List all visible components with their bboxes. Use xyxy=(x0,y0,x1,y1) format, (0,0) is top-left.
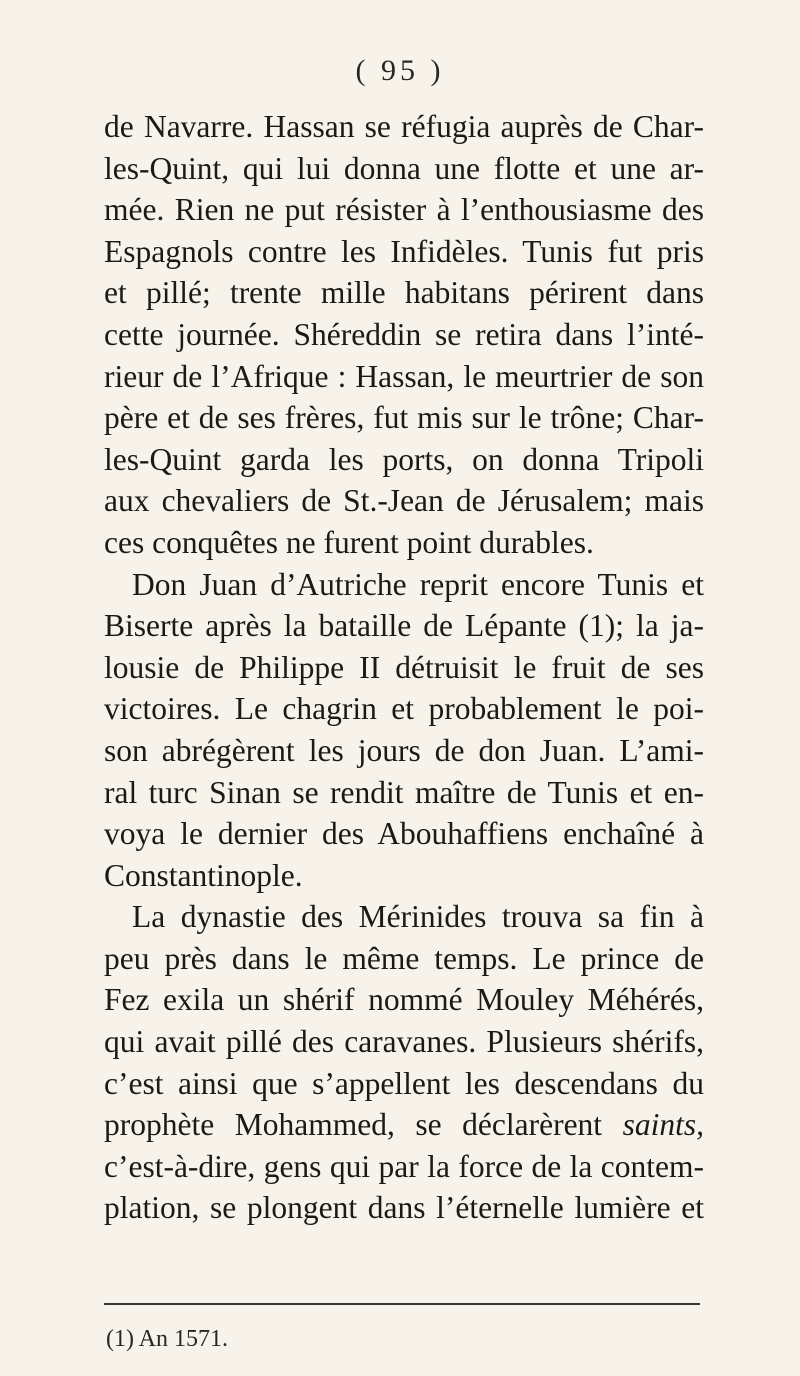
body-text xyxy=(104,106,704,1229)
footnote: (1) An 1571. xyxy=(106,1326,228,1352)
text-line: Constantinople. xyxy=(104,857,303,893)
text-line: aux chevaliers de St.-Jean de Jérusalem; mais xyxy=(104,483,704,519)
footnote-rule xyxy=(104,1303,700,1305)
text-line: Don Juan d’Autriche reprit encore Tunis et xyxy=(132,566,704,602)
text-line: qui avait pillé des caravanes. Plusieurs shérifs, xyxy=(104,1024,704,1060)
page-number: ( 95 ) xyxy=(355,54,445,87)
text-line: La dynastie des Mérinides trouva sa fin à xyxy=(132,899,704,935)
text-line: de Navarre. Hassan se réfugia auprès de Char- xyxy=(104,109,704,144)
text-line: Espagnols contre les Infidèles. Tunis fut pris xyxy=(104,233,704,269)
text-line: c’est-à-dire, gens qui par la force de la contem- xyxy=(104,1148,704,1184)
text-line: les-Quint, qui lui donna une flotte et une ar- xyxy=(104,150,704,186)
text-line: Fez exila un shérif nommé Mouley Méhérés, xyxy=(104,982,704,1018)
text-line: peu près dans le même temps. Le prince de xyxy=(104,940,704,976)
text-line: voya le dernier des Abouhaffiens enchaîné à xyxy=(104,816,704,852)
text-line: ral turc Sinan se rendit maître de Tunis et en- xyxy=(104,774,704,810)
text-line: cette journée. Shéreddin se retira dans l’inté- xyxy=(104,316,704,352)
italic-word: saints, xyxy=(622,1107,705,1143)
text-line xyxy=(104,1104,704,1146)
text-line: rieur de l’Afrique : Hassan, le meurtrier de son xyxy=(104,358,704,394)
text-line: victoires. Le chagrin et probablement le poi- xyxy=(104,691,704,727)
text-line: mée. Rien ne put résister à l’enthousiasme des xyxy=(104,192,704,228)
text-line: les-Quint garda les ports, on donna Tripoli xyxy=(104,441,704,477)
text-line-main: prophète Mohammed, se déclarèrent xyxy=(104,1107,603,1143)
text-line: Biserte après la bataille de Lépante (1); la ja- xyxy=(104,608,704,644)
text-line: ces conquêtes ne furent point durables. xyxy=(104,524,594,560)
text-line: père et de ses frères, fut mis sur le trône; Char- xyxy=(104,400,704,436)
text-line: son abrégèrent les jours de don Juan. L’ami- xyxy=(104,732,704,768)
text-line: et pillé; trente mille habitans périrent dans xyxy=(104,275,704,311)
text-line: lousie de Philippe II détruisit le fruit de ses xyxy=(104,649,704,685)
text-line: plation, se plongent dans l’éternelle lumière et xyxy=(104,1190,704,1226)
text-line: c’est ainsi que s’appellent les descendans du xyxy=(104,1065,704,1101)
